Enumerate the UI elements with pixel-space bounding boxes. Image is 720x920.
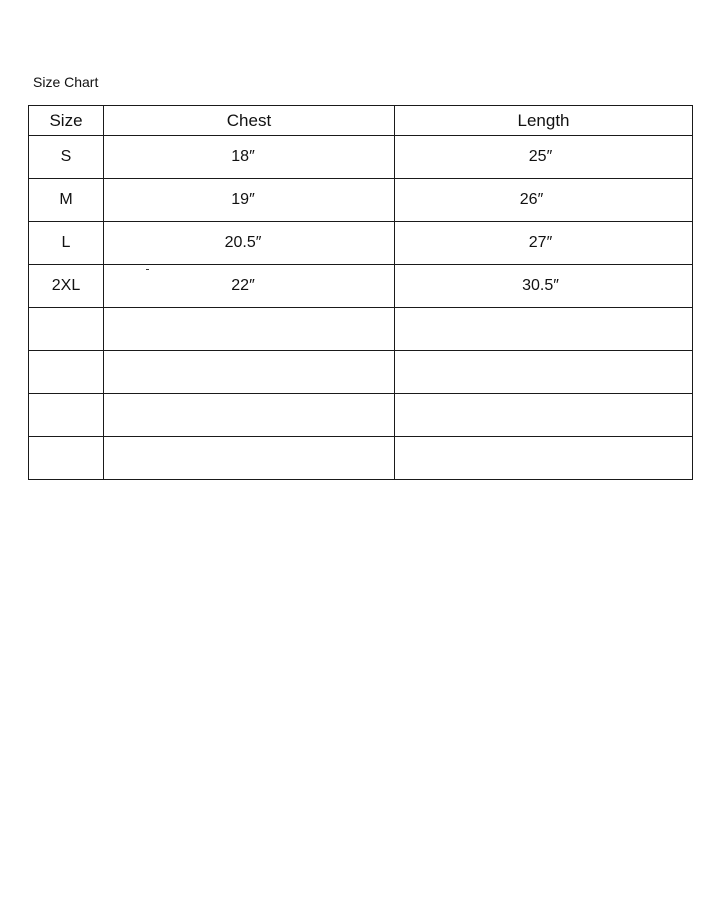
cell-chest: 19″ <box>104 179 395 222</box>
cell-size <box>29 437 104 480</box>
cell-chest <box>104 351 395 394</box>
header-size: Size <box>29 106 104 136</box>
cell-length: 30.5″ <box>395 265 693 308</box>
cell-size <box>29 308 104 351</box>
table-row <box>29 351 693 394</box>
table-row <box>29 265 693 308</box>
cell-size: L <box>29 222 104 265</box>
cell-length <box>395 394 693 437</box>
table-row <box>29 394 693 437</box>
size-chart-table <box>28 105 693 480</box>
cell-size <box>29 351 104 394</box>
cell-chest: 18″ <box>104 136 395 179</box>
cell-size: S <box>29 136 104 179</box>
table-row <box>29 308 693 351</box>
header-length: Length <box>395 106 693 136</box>
cell-length: 27″ <box>395 222 693 265</box>
cell-length: 26″ <box>395 179 693 222</box>
cell-size: M <box>29 179 104 222</box>
cell-length <box>395 351 693 394</box>
cell-chest: 22″ <box>104 265 395 308</box>
page-title: Size Chart <box>33 74 99 90</box>
cell-length <box>395 308 693 351</box>
header-chest: Chest <box>104 106 395 136</box>
table-row <box>29 179 693 222</box>
stray-mark <box>146 269 149 270</box>
cell-length: 25″ <box>395 136 693 179</box>
table-header-row <box>29 106 693 136</box>
cell-chest <box>104 394 395 437</box>
table-row <box>29 222 693 265</box>
cell-chest <box>104 308 395 351</box>
cell-size <box>29 394 104 437</box>
cell-length <box>395 437 693 480</box>
table-row <box>29 437 693 480</box>
cell-chest <box>104 437 395 480</box>
cell-chest: 20.5″ <box>104 222 395 265</box>
table-row <box>29 136 693 179</box>
cell-size: 2XL <box>29 265 104 308</box>
